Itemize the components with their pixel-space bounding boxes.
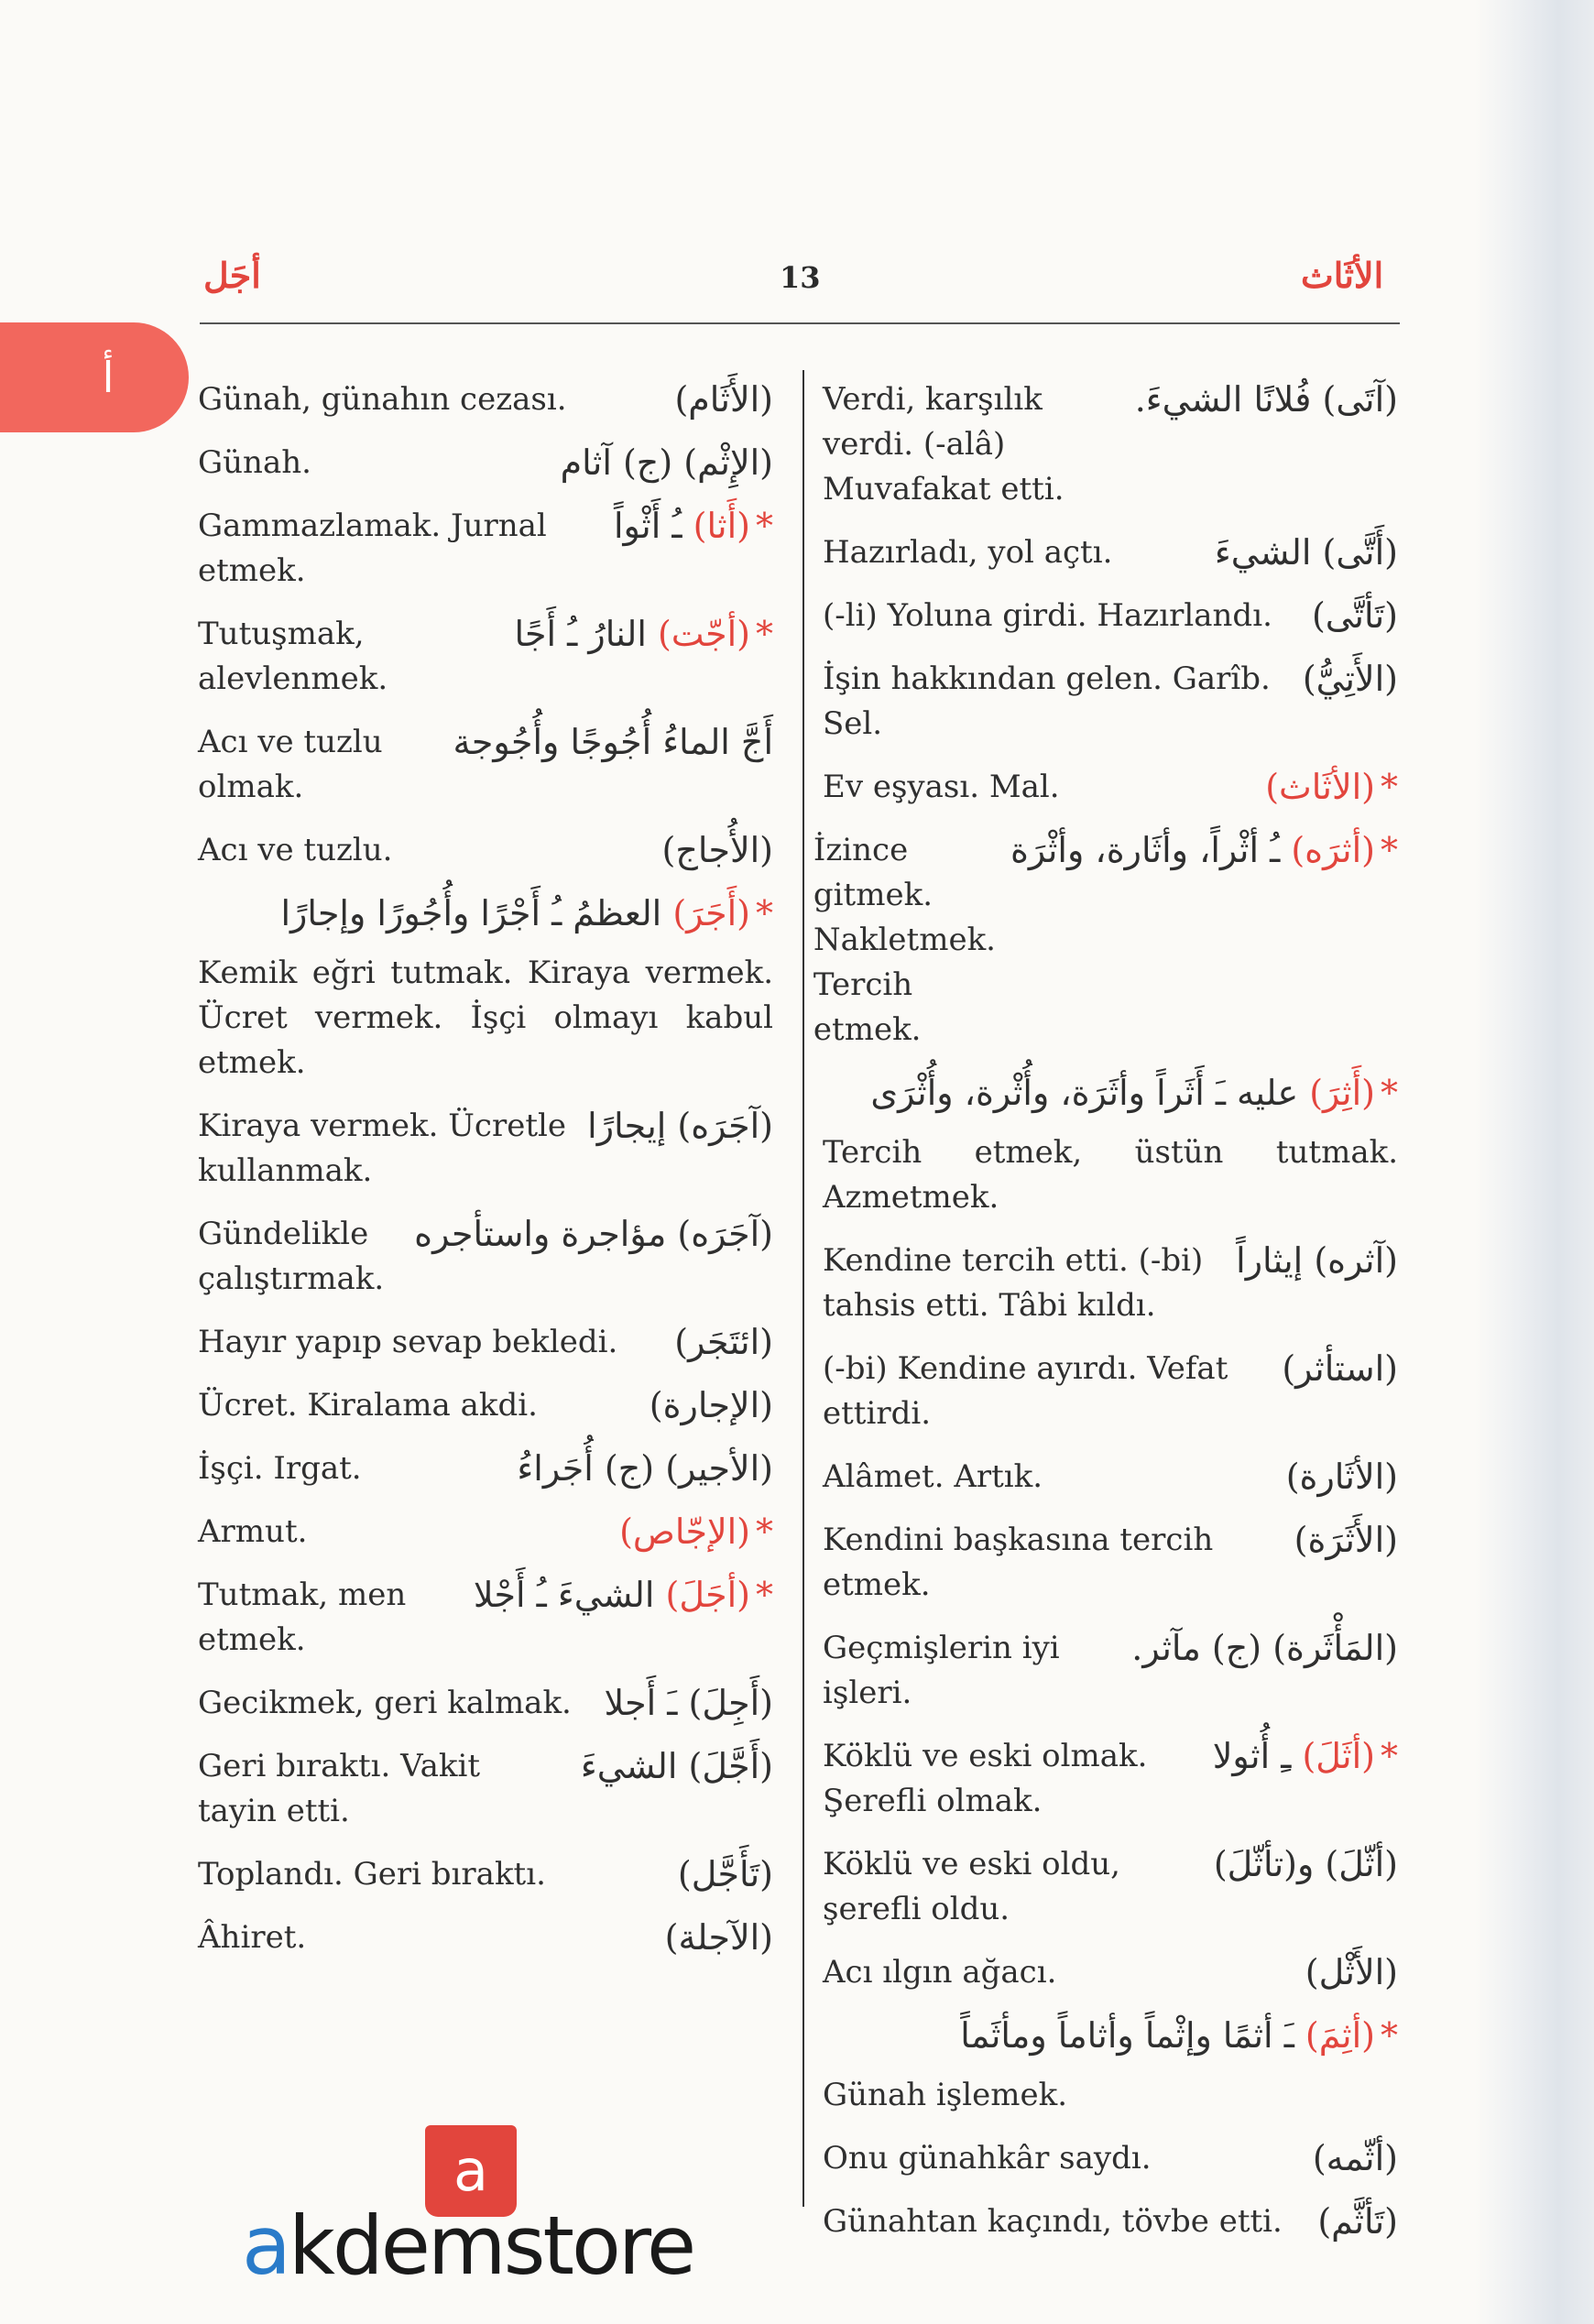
headword: (أثّمه) — [1312, 2138, 1398, 2178]
arabic-headword — [514, 612, 773, 657]
headword: (الأثَارة) — [1285, 1457, 1398, 1497]
turkish-definition: Günahtan kaçındı, tövbe etti. — [823, 2203, 1283, 2240]
turkish-definition: Acı ılgın ağacı. — [823, 1954, 1057, 1991]
headword: (أثِمَ) — [1305, 2015, 1375, 2056]
turkish-definition: Köklü ve eski oldu, şerefli oldu. — [823, 1846, 1120, 1927]
dictionary-entry — [198, 504, 773, 594]
arabic-headword — [674, 1320, 773, 1365]
headword: (الأَثْل) — [1305, 1952, 1398, 1992]
arabic-forms: عليه ـَ أَثَراً وأثَرَة، وأُثْرة، وأُثْرَى — [870, 1073, 1299, 1113]
star-marker: * — [1381, 1073, 1398, 1113]
turkish-definition: Kendine tercih etti. (-bi) tahsis etti. Tâbi kıldı. — [823, 1242, 1204, 1324]
dictionary-entry — [823, 1950, 1398, 1995]
arabic-headword — [650, 1383, 773, 1428]
arabic-headword — [517, 1446, 773, 1491]
dictionary-entry — [198, 1510, 773, 1555]
dictionary-entry — [198, 1573, 773, 1663]
headword: (تَأثَّم) — [1317, 2201, 1398, 2242]
turkish-definition: İzince gitmek. Nakletmek. Tercih etmek. — [813, 832, 996, 1048]
headword: (الآجلة) — [664, 1917, 773, 1958]
turkish-definition: Kemik eğri tutmak. Kiraya vermek. Ücret vermek. İşçi olmayı kabul etmek. — [198, 955, 773, 1081]
arabic-headword — [1010, 828, 1398, 873]
arabic-headword — [453, 720, 773, 765]
turkish-definition: Armut. — [198, 1513, 308, 1550]
dictionary-entry — [823, 1626, 1398, 1716]
dictionary-entry — [823, 594, 1398, 638]
arabic-headword — [1294, 1518, 1398, 1563]
logo-text-a: a — [242, 2199, 289, 2293]
turkish-definition: Tutuşmak, alevlenmek. — [198, 616, 388, 697]
dictionary-entry — [198, 1104, 773, 1194]
arabic-headword — [1313, 2136, 1398, 2181]
arabic-forms: الشيءَ — [1214, 532, 1312, 573]
arabic-headword — [474, 1573, 773, 1618]
dictionary-entry — [198, 720, 773, 810]
headword: (أجَلَ) — [665, 1575, 750, 1615]
arabic-headword — [614, 504, 773, 549]
star-marker: * — [1381, 767, 1398, 807]
headword: (الإجارة) — [649, 1385, 773, 1425]
turkish-definition: Hayır yapıp sevap bekledi. — [198, 1324, 618, 1360]
turkish-definition: Kendini başkasına tercih etmek. — [823, 1522, 1214, 1603]
arabic-forms: النارُ ـُ أَجًا — [514, 614, 647, 654]
arabic-forms: الشيءَ — [580, 1746, 678, 1786]
headword: (الأُجاج) — [661, 830, 773, 870]
star-marker: * — [756, 614, 773, 654]
headword: (أجّت) — [657, 614, 750, 654]
page-number: 13 — [780, 260, 821, 295]
headword: (الأجير) — [665, 1448, 773, 1489]
header-rule — [200, 322, 1400, 324]
arabic-headword — [587, 1104, 773, 1149]
turkish-definition: (-bi) Kendine ayırdı. Vefat ettirdi. — [823, 1350, 1228, 1432]
arabic-headword — [1214, 1842, 1398, 1887]
headword: (استأثر) — [1282, 1348, 1398, 1389]
arabic-headword — [823, 1071, 1398, 1116]
arabic-headword — [619, 1510, 773, 1555]
arabic-headword — [1305, 1950, 1398, 1995]
dictionary-entry — [823, 1455, 1398, 1500]
header-right-word: الأثَاث — [1301, 255, 1384, 296]
star-marker: * — [1381, 830, 1398, 870]
arabic-headword — [561, 441, 773, 486]
arabic-headword — [1236, 1238, 1398, 1283]
turkish-definition: Âhiret. — [198, 1919, 307, 1956]
headword: (أثَلَ) — [1302, 1736, 1375, 1776]
store-logo — [242, 2125, 718, 2308]
dictionary-entry — [198, 377, 773, 422]
headword: (الأَثَام) — [674, 379, 773, 420]
arabic-forms: ـُ أثْراً، وأثَارة، وأثْرَة — [1010, 830, 1281, 870]
dictionary-entry — [198, 441, 773, 486]
dictionary-entry — [823, 1238, 1398, 1328]
logo-text — [242, 2199, 693, 2293]
dictionary-entry — [198, 1383, 773, 1428]
headword: أَجَّ الماءُ أُجُوجًا وأُجُوجة — [453, 722, 773, 762]
logo-text-rest: kdemstore — [288, 2199, 694, 2293]
arabic-headword — [678, 1852, 773, 1897]
turkish-definition: (-li) Yoluna girdi. Hazırlandı. — [823, 597, 1272, 634]
turkish-definition: Köklü ve eski olmak. Şerefli olmak. — [823, 1738, 1148, 1819]
turkish-definition: Günah, günahın cezası. — [198, 381, 567, 418]
dictionary-entry — [198, 1320, 773, 1365]
arabic-headword — [1286, 1455, 1398, 1500]
thumb-index-tab: أ — [0, 322, 189, 432]
left-column — [198, 377, 773, 1979]
arabic-headword — [823, 2013, 1398, 2058]
turkish-definition: Gammazlamak. Jurnal etmek. — [198, 507, 547, 589]
turkish-definition: Günah işlemek. — [823, 2077, 1068, 2113]
headword: (أَجِلَ) — [688, 1683, 773, 1723]
dictionary-entry — [823, 765, 1398, 810]
arabic-forms: فُلانًا الشيءَ. — [1134, 379, 1312, 420]
dictionary-entry — [823, 2136, 1398, 2181]
arabic-headword — [674, 377, 773, 422]
dictionary-entry — [813, 828, 1398, 1053]
arabic-headword — [665, 1915, 773, 1960]
arabic-forms: الشيءَ ـُ أَجْلا — [473, 1575, 655, 1615]
arabic-forms: (ج) مآثر. — [1131, 1628, 1262, 1668]
headword: (ائتَجَر) — [674, 1322, 773, 1362]
arabic-forms: (ج) آثام — [560, 442, 673, 483]
headword: (آثره) — [1314, 1240, 1398, 1281]
header-left-word: أجَل — [203, 255, 261, 296]
arabic-forms: إيجارًا — [587, 1106, 667, 1146]
turkish-definition: Geri bıraktı. Vakit tayin etti. — [198, 1748, 480, 1829]
turkish-definition: Tercih etmek, üstün tutmak. Azmetmek. — [823, 1134, 1398, 1216]
turkish-definition: Hazırladı, yol açtı. — [823, 534, 1113, 571]
turkish-definition: Toplandı. Geri bıraktı. — [198, 1856, 546, 1893]
arabic-headword — [198, 891, 773, 936]
dictionary-entry — [198, 891, 773, 1086]
dictionary-entry — [198, 612, 773, 702]
headword: (آتَى) — [1322, 379, 1398, 420]
dictionary-entry — [198, 1852, 773, 1897]
arabic-headword — [414, 1212, 773, 1257]
headword: (الإِثْم) — [683, 442, 773, 483]
turkish-definition: Acı ve tuzlu. — [198, 832, 393, 868]
star-marker: * — [1381, 1736, 1398, 1776]
turkish-definition: Verdi, karşılık verdi. (-alâ) Muvafakat etti. — [823, 381, 1064, 507]
arabic-forms: مؤاجرة واستأجره — [414, 1214, 667, 1254]
turkish-definition: Günah. — [198, 444, 311, 481]
dictionary-entry — [198, 828, 773, 873]
arabic-headword — [1135, 377, 1398, 422]
arabic-forms: ـَ أثمًا وإثْماً وأثاماً ومأثَماً — [960, 2015, 1294, 2056]
column-divider — [802, 370, 804, 2207]
star-marker: * — [1381, 2015, 1398, 2056]
dictionary-entry — [198, 1446, 773, 1491]
turkish-definition: Kiraya vermek. Ücretle kullanmak. — [198, 1107, 566, 1189]
dictionary-entry — [198, 1915, 773, 1960]
star-marker: * — [756, 893, 773, 933]
turkish-definition: Geçmişlerin iyi işleri. — [823, 1630, 1060, 1711]
arabic-headword — [581, 1744, 773, 1789]
dictionary-entry — [823, 377, 1398, 512]
headword: (أَجَرَ) — [672, 893, 750, 933]
dictionary-entry — [823, 657, 1398, 747]
turkish-definition: Ev eşyası. Mal. — [823, 769, 1060, 805]
arabic-headword — [1317, 2199, 1398, 2244]
turkish-definition: Acı ve tuzlu olmak. — [198, 724, 383, 805]
dictionary-entry — [823, 2013, 1398, 2118]
dictionary-entry — [823, 1347, 1398, 1436]
dictionary-entry — [823, 1071, 1398, 1220]
dictionary-entry — [198, 1681, 773, 1726]
dictionary-entry — [198, 1212, 773, 1302]
headword: (أثرَه) — [1291, 830, 1375, 870]
headword: (المَأْثَرة) — [1272, 1628, 1398, 1668]
headword: (الإجّاص) — [619, 1511, 750, 1552]
headword: (تَأتَّى) — [1311, 595, 1398, 636]
arabic-headword — [604, 1681, 773, 1726]
turkish-definition: Gündelikle çalıştırmak. — [198, 1216, 385, 1297]
arabic-headword — [1215, 530, 1398, 575]
headword: (آجَرَه) — [677, 1214, 773, 1254]
arabic-forms: ـَ أَجلا — [604, 1683, 678, 1723]
headword: (أَثا) — [693, 506, 750, 546]
arabic-forms: العظمُ ـُ أَجْرًا وأُجُورًا وإجارًا — [280, 893, 662, 933]
star-marker: * — [756, 1511, 773, 1552]
arabic-headword — [1213, 1734, 1398, 1779]
star-marker: * — [756, 506, 773, 546]
headword: (أَثِرَ) — [1309, 1073, 1375, 1113]
arabic-headword — [1312, 594, 1398, 638]
arabic-forms: إيثاراً — [1236, 1240, 1304, 1281]
headword: (أَجَّلَ) — [688, 1746, 773, 1786]
dictionary-entry — [823, 1734, 1398, 1824]
dictionary-entry — [823, 2199, 1398, 2244]
headword: (الأَثَرَة) — [1294, 1520, 1398, 1560]
headword: (أثّلَ) و(تأثّلَ) — [1213, 1844, 1398, 1884]
dictionary-entry — [823, 530, 1398, 575]
arabic-forms: ـُ أَثْواً — [613, 506, 682, 546]
dictionary-entry — [823, 1518, 1398, 1608]
turkish-definition: Alâmet. Artık. — [823, 1458, 1043, 1495]
turkish-definition: Onu günahkâr saydı. — [823, 2140, 1152, 2177]
arabic-forms: (ج) أُجَراءُ — [517, 1448, 655, 1489]
star-marker: * — [756, 1575, 773, 1615]
arabic-headword — [1282, 1347, 1398, 1391]
dictionary-entry — [198, 1744, 773, 1834]
turkish-definition: Tutmak, men etmek. — [198, 1577, 407, 1658]
headword: (آجَرَه) — [677, 1106, 773, 1146]
right-column — [813, 377, 1398, 2263]
arabic-forms: ـِ أُثولا — [1212, 1736, 1292, 1776]
headword: (الأَتِيُّ) — [1302, 659, 1398, 699]
headword: (الأثَاث) — [1265, 767, 1375, 807]
turkish-definition: Gecikmek, geri kalmak. — [198, 1685, 572, 1721]
arabic-headword — [1265, 765, 1398, 810]
dictionary-entry — [823, 1842, 1398, 1932]
logo-badge-icon: a — [425, 2125, 517, 2217]
arabic-headword — [1131, 1626, 1398, 1671]
turkish-definition: İşin hakkından gelen. Garîb. Sel. — [823, 660, 1271, 742]
turkish-definition: İşçi. Irgat. — [198, 1450, 362, 1487]
headword: (تَأَجَّل) — [677, 1854, 773, 1894]
headword: (أَتَّى) — [1322, 532, 1398, 573]
page-edge — [1475, 0, 1594, 2324]
turkish-definition: Ücret. Kiralama akdi. — [198, 1387, 538, 1424]
arabic-headword — [662, 828, 773, 873]
arabic-headword — [1303, 657, 1398, 702]
